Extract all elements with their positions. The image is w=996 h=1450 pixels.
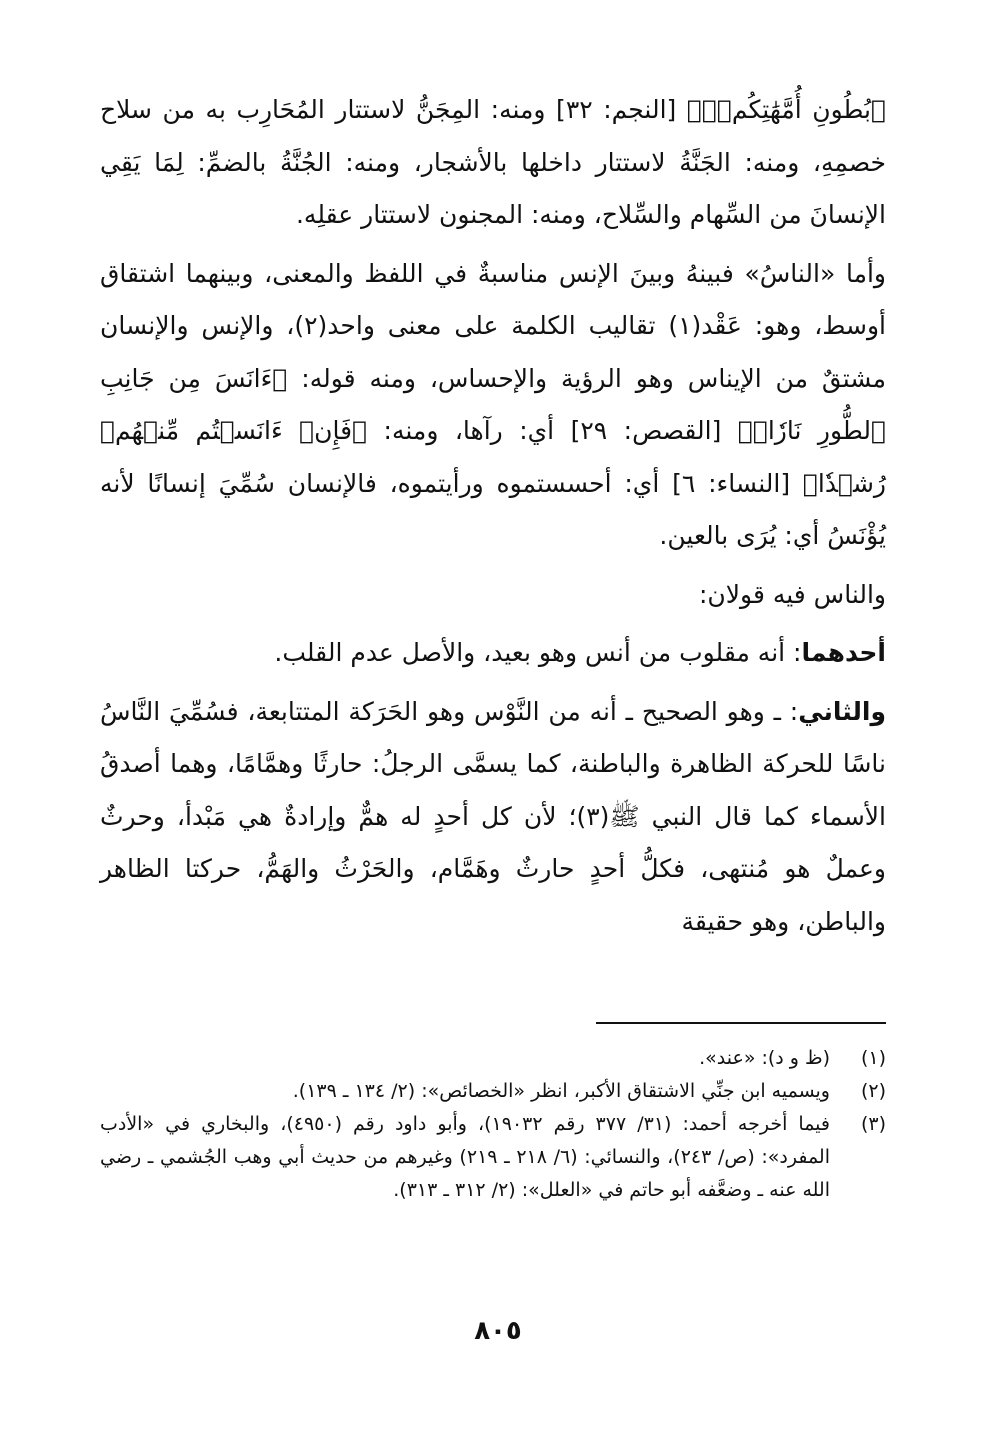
paragraph-2 [100, 248, 886, 563]
main-text [100, 84, 886, 948]
footnote-1-number: (١) [860, 1047, 886, 1069]
footnote-2-text: ويسميه ابن جنِّي الاشتقاق الأكبر، انظر «الخصائص»: (٢/ ١٣٤ ـ ١٣٩). [292, 1080, 830, 1102]
paragraph-2-text: وأما «الناسُ» فبينهُ وبينَ الإنس مناسبةٌ في اللفظ والمعنى، وبينهما اشتقاق أوسط، وهو: عَقْد(١) تقاليب الكلمة على معنى واحد(٢)، والإنس والإنسان مشتقٌ من الإيناس وهو الرؤية والإحساس، ومنه قوله: ﴿ءَانَسَ مِن جَانِبِ ٱلطُّورِ نَارٗاۖ﴾ [القصص: ٢٩] أي: رآها، ومنه: ﴿فَإِنۡ ءَانَسۡتُم مِّنۡهُمۡ رُشۡدٗا﴾ [النساء: ٦] أي: أحسستموه ورأيتموه، فالإنسان سُمِّيَ إنسانًا لأنه يُؤْنَسُ أي: يُرَى بالعين. [100, 258, 887, 550]
paragraph-5-lead: والثاني [798, 696, 886, 726]
paragraph-3-text: والناس فيه قولان: [698, 579, 886, 609]
paragraph-4 [100, 627, 886, 680]
paragraph-3 [100, 569, 886, 622]
paragraph-1-text: ﴿بُطُونِ أُمَّهَٰتِكُمۡۖ﴾ [النجم: ٣٢] ومنه: المِجَنُّ لاستتار المُحَارِب به من سلاح خصمِهِ، ومنه: الجَنَّةُ لاستتار داخلها بالأشجار، ومنه: الجُنَّةُ بالضمِّ: لِمَا يَقِي الإنسانَ من السِّهام والسِّلاح، ومنه: المجنون لاستتار عقلِه. [100, 95, 886, 229]
footnote-1-text: (ظ و د): «عند». [699, 1047, 830, 1069]
footnotes [100, 1042, 886, 1207]
paragraph-4-lead: أحدهما [801, 638, 886, 667]
paragraph-4-text: : أنه مقلوب من أنس وهو بعيد، والأصل عدم القلب. [274, 638, 802, 667]
footnote-1 [100, 1042, 886, 1075]
page-number: ٨٠٥ [474, 1316, 522, 1346]
footnote-separator [596, 1022, 886, 1024]
paragraph-1 [100, 84, 886, 242]
footnote-3 [100, 1108, 886, 1207]
footnote-2 [100, 1075, 886, 1108]
footnote-3-text: فيما أخرجه أحمد: (٣١/ ٣٧٧ رقم ١٩٠٣٢)، وأبو داود رقم (٤٩٥٠)، والبخاري في «الأدب المفرد»: (ص/ ٢٤٣)، والنسائي: (٦/ ٢١٨ ـ ٢١٩) وغيرهم من حديث أبي وهب الجُشمي ـ رضي الله عنه ـ وضعَّفه أبو حاتم في «العلل»: (٢/ ٣١٢ ـ ٣١٣). [100, 1113, 830, 1201]
paragraph-5 [100, 686, 886, 949]
paragraph-5-text: : ـ وهو الصحيح ـ أنه من النَّوْس وهو الحَرَكة المتتابعة، فسُمِّيَ النَّاسُ ناسًا للحركة الظاهرة والباطنة، كما يسمَّى الرجلُ: حارثًا وهمَّامًا، وهما أصدقُ الأسماء كما قال النبي ﷺ(٣)؛ لأن كل أحدٍ له همٌّ وإرادةٌ هي مَبْدأ، وحرثٌ وعملٌ هو مُنتهى، فكلُّ أحدٍ حارثٌ وهَمَّام، والحَرْثُ والهَمُّ، حركتا الظاهر والباطن، وهو حقيقة [100, 696, 886, 936]
footnote-2-number: (٢) [860, 1080, 886, 1102]
footnote-3-number: (٣) [860, 1113, 886, 1135]
